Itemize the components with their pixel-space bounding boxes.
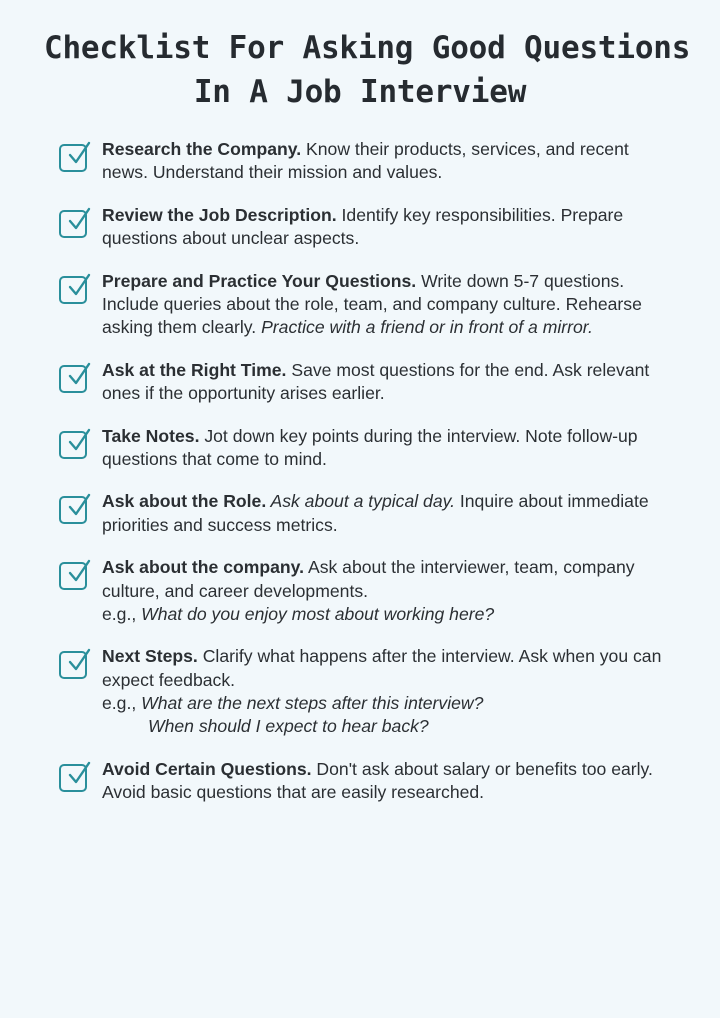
list-item-heading: Ask about the Role.	[102, 491, 267, 512]
list-item-example	[102, 692, 676, 715]
checked-checkbox-icon[interactable]	[59, 764, 87, 792]
checked-checkbox-icon[interactable]	[59, 651, 87, 679]
list-item	[44, 554, 676, 626]
checked-checkbox-icon[interactable]	[59, 562, 87, 590]
checkbox-cell[interactable]	[44, 136, 102, 172]
example-text: What are the next steps after this interview?	[141, 693, 484, 714]
list-item-heading: Review the Job Description.	[102, 204, 337, 225]
checklist-items	[44, 136, 676, 805]
list-item-text	[102, 554, 676, 626]
checked-checkbox-icon[interactable]	[59, 496, 87, 524]
example-text-2: When should I expect to hear back?	[148, 716, 429, 737]
page-title	[44, 26, 691, 114]
list-item	[44, 202, 676, 251]
list-item-heading: Take Notes.	[102, 425, 200, 446]
checkbox-cell[interactable]	[44, 268, 102, 304]
checked-checkbox-icon[interactable]	[59, 431, 87, 459]
list-item-text	[102, 268, 676, 340]
checked-checkbox-icon[interactable]	[59, 210, 87, 238]
list-item-heading: Prepare and Practice Your Questions.	[102, 270, 417, 291]
page-footer-space	[0, 978, 720, 1018]
check-mark-icon	[64, 139, 94, 169]
list-item-body: Jot down key points during the interview. Note follow-up questions that come to mind.	[102, 425, 638, 469]
checkbox-cell[interactable]	[44, 202, 102, 238]
list-item-text	[102, 202, 676, 251]
list-item-text	[102, 643, 676, 739]
list-item-heading: Research the Company.	[102, 139, 302, 160]
list-item-body: Know their products, services, and recent news. Understand their mission and values.	[102, 139, 629, 183]
list-item-body: Save most questions for the end. Ask relevant ones if the opportunity arises earlier.	[102, 359, 650, 404]
list-item-body: Identify key responsibilities. Prepare questions about unclear aspects.	[102, 204, 624, 249]
list-item	[44, 136, 676, 185]
check-mark-icon	[64, 360, 94, 390]
list-item-body: Clarify what happens after the interview. Ask when you can expect feedback.	[102, 646, 662, 690]
list-item-text	[102, 423, 676, 472]
list-item-heading: Ask about the company.	[102, 557, 305, 578]
list-item-body: Ask about the interviewer, team, company culture, and career developments.	[102, 557, 635, 601]
list-item-italic-tail: Practice with a friend or in front of a mirror.	[261, 317, 593, 338]
list-item-text	[102, 488, 676, 537]
checked-checkbox-icon[interactable]	[59, 276, 87, 304]
list-item-example-second-line	[102, 715, 676, 738]
checkbox-cell[interactable]	[44, 554, 102, 590]
checkbox-cell[interactable]	[44, 423, 102, 459]
check-mark-icon	[64, 759, 94, 789]
list-item	[44, 423, 676, 472]
list-item-text	[102, 136, 676, 185]
list-item-heading: Avoid Certain Questions.	[102, 758, 312, 779]
checked-checkbox-icon[interactable]	[59, 144, 87, 172]
example-text: What do you enjoy most about working here?	[141, 603, 495, 624]
list-item-italic-mid: Ask about a typical day.	[266, 491, 455, 512]
example-label: e.g.,	[102, 693, 142, 714]
check-mark-icon	[64, 646, 94, 676]
check-mark-icon	[64, 205, 94, 235]
checked-checkbox-icon[interactable]	[59, 365, 87, 393]
list-item	[44, 488, 676, 537]
list-item-heading: Next Steps.	[102, 646, 198, 667]
checkbox-cell[interactable]	[44, 756, 102, 792]
checkbox-cell[interactable]	[44, 488, 102, 524]
list-item-text	[102, 756, 676, 805]
list-item-body: Write down 5-7 questions. Include queries about the role, team, and company culture. Rehearse asking them clearly.	[102, 270, 642, 338]
list-item-example	[102, 603, 676, 626]
list-item-heading: Ask at the Right Time.	[102, 359, 287, 380]
checkbox-cell[interactable]	[44, 643, 102, 679]
check-mark-icon	[64, 491, 94, 521]
page-title-line-1: Checklist For Asking Good Questions	[44, 30, 691, 66]
check-mark-icon	[64, 271, 94, 301]
list-item-text	[102, 357, 676, 406]
list-item	[44, 643, 676, 739]
list-item-body: Don't ask about salary or benefits too early. Avoid basic questions that are easily researched.	[102, 758, 653, 803]
list-item-body: Inquire about immediate priorities and success metrics.	[102, 491, 649, 535]
list-item	[44, 357, 676, 406]
check-mark-icon	[64, 557, 94, 587]
page-title-line-2: In A Job Interview	[193, 74, 527, 111]
example-label: e.g.,	[102, 603, 142, 624]
list-item	[44, 756, 676, 805]
checkbox-cell[interactable]	[44, 357, 102, 393]
list-item	[44, 268, 676, 340]
check-mark-icon	[64, 426, 94, 456]
